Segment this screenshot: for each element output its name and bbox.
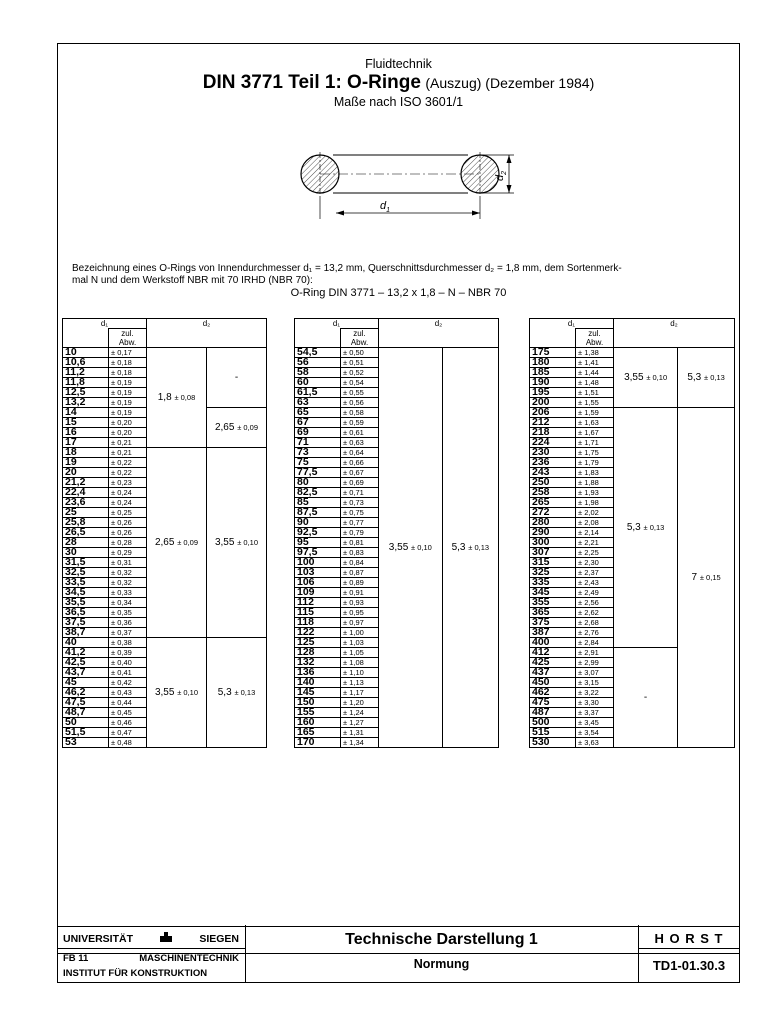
inner-diameter: 46,2: [63, 688, 109, 698]
inner-diameter: 20: [63, 468, 109, 478]
inner-diameter: 97,5: [295, 548, 341, 558]
inner-diameter: 250: [530, 478, 576, 488]
inner-diameter: 224: [530, 438, 576, 448]
inner-diameter: 462: [530, 688, 576, 698]
inner-diameter: 11,8: [63, 378, 109, 388]
inner-diameter-tolerance: ± 0,97: [341, 618, 379, 628]
inner-diameter: 23,6: [63, 498, 109, 508]
inner-diameter-tolerance: ± 1,98: [576, 498, 614, 508]
inner-diameter-tolerance: ± 1,55: [576, 398, 614, 408]
inner-diameter: 515: [530, 728, 576, 738]
inner-diameter-tolerance: ± 1,63: [576, 418, 614, 428]
course-topic: Normung: [413, 957, 470, 971]
inner-diameter: 387: [530, 628, 576, 638]
inner-diameter-tolerance: ± 1,48: [576, 378, 614, 388]
inner-diameter: 335: [530, 578, 576, 588]
inner-diameter: 35,5: [63, 598, 109, 608]
inner-diameter-tolerance: ± 2,76: [576, 628, 614, 638]
ring-table-2: [294, 318, 499, 748]
inner-diameter-tolerance: ± 1,75: [576, 448, 614, 458]
inner-diameter: 140: [295, 678, 341, 688]
inner-diameter-tolerance: ± 1,08: [341, 658, 379, 668]
description-line-2: mal N und dem Werkstoff NBR mit 70 IRHD (NBR 70):: [72, 275, 313, 286]
inner-diameter-tolerance: ± 1,20: [341, 698, 379, 708]
inner-diameter-tolerance: ± 0,26: [109, 518, 147, 528]
inner-diameter: 22,4: [63, 488, 109, 498]
university-logo-icon: [158, 930, 174, 949]
header-tolerance: zul. Abw.: [341, 329, 379, 348]
inner-diameter-tolerance: ± 0,42: [109, 678, 147, 688]
inner-diameter-tolerance: ± 0,37: [109, 628, 147, 638]
inner-diameter-tolerance: ± 2,49: [576, 588, 614, 598]
inner-diameter-tolerance: ± 0,19: [109, 398, 147, 408]
inner-diameter-tolerance: ± 1,67: [576, 428, 614, 438]
inner-diameter-tolerance: ± 0,47: [109, 728, 147, 738]
inner-diameter-tolerance: ± 0,69: [341, 478, 379, 488]
inner-diameter-tolerance: ± 3,45: [576, 718, 614, 728]
inner-diameter-tolerance: ± 0,66: [341, 458, 379, 468]
inner-diameter-tolerance: ± 1,17: [341, 688, 379, 698]
d1-dimension-label: $d_1$: [380, 200, 391, 214]
inner-diameter-tolerance: ± 2,37: [576, 568, 614, 578]
title-main: DIN 3771 Teil 1: O-Ringe: [202, 72, 421, 93]
inner-diameter-tolerance: ± 3,37: [576, 708, 614, 718]
inner-diameter: 530: [530, 738, 576, 748]
inner-diameter-tolerance: ± 1,31: [341, 728, 379, 738]
inner-diameter-tolerance: ± 2,99: [576, 658, 614, 668]
inner-diameter-tolerance: ± 0,64: [341, 448, 379, 458]
inner-diameter: 54,5: [295, 348, 341, 358]
inner-diameter-tolerance: ± 1,24: [341, 708, 379, 718]
inner-diameter: 118: [295, 618, 341, 628]
inner-diameter-tolerance: ± 0,36: [109, 618, 147, 628]
inner-diameter: 28: [63, 538, 109, 548]
table-row: [295, 348, 499, 358]
inner-diameter: 16: [63, 428, 109, 438]
inner-diameter-tolerance: ± 0,56: [341, 398, 379, 408]
inner-diameter: 375: [530, 618, 576, 628]
inner-diameter: 80: [295, 478, 341, 488]
cross-section-diameter: 5,3 ± 0,13: [614, 408, 678, 648]
title-extra: (Auszug) (Dezember 1984): [425, 75, 595, 91]
inner-diameter-tolerance: ± 0,32: [109, 568, 147, 578]
department-label: MASCHINENTECHNIK: [139, 953, 239, 964]
inner-diameter-tolerance: ± 0,20: [109, 418, 147, 428]
inner-diameter-tolerance: ± 0,35: [109, 608, 147, 618]
inner-diameter: 195: [530, 388, 576, 398]
inner-diameter: 236: [530, 458, 576, 468]
inner-diameter-tolerance: ± 2,08: [576, 518, 614, 528]
inner-diameter: 185: [530, 368, 576, 378]
inner-diameter: 272: [530, 508, 576, 518]
inner-diameter: 56: [295, 358, 341, 368]
inner-diameter: 41,2: [63, 648, 109, 658]
university-label: UNIVERSITÄT: [63, 933, 134, 945]
inner-diameter: 258: [530, 488, 576, 498]
inner-diameter: 132: [295, 658, 341, 668]
inner-diameter-tolerance: ± 0,22: [109, 458, 147, 468]
inner-diameter: 58: [295, 368, 341, 378]
header-d1: d₁: [63, 319, 147, 329]
course-title: Technische Darstellung 1: [345, 931, 538, 948]
inner-diameter: 122: [295, 628, 341, 638]
inner-diameter: 33,5: [63, 578, 109, 588]
inner-diameter-tolerance: ± 0,73: [341, 498, 379, 508]
inner-diameter-tolerance: ± 1,71: [576, 438, 614, 448]
inner-diameter: 12,5: [63, 388, 109, 398]
cross-section-diameter: 5,3 ± 0,13: [207, 638, 267, 748]
inner-diameter-tolerance: ± 1,41: [576, 358, 614, 368]
inner-diameter-tolerance: ± 0,43: [109, 688, 147, 698]
header-tolerance: zul. Abw.: [576, 329, 614, 348]
inner-diameter-tolerance: ± 0,24: [109, 488, 147, 498]
inner-diameter: 180: [530, 358, 576, 368]
inner-diameter-tolerance: ± 0,58: [341, 408, 379, 418]
footer-title-box: [245, 925, 638, 983]
inner-diameter-tolerance: ± 0,31: [109, 558, 147, 568]
inner-diameter-tolerance: ± 2,25: [576, 548, 614, 558]
inner-diameter-tolerance: ± 2,21: [576, 538, 614, 548]
header-d2: d₂: [147, 319, 267, 348]
inner-diameter: 32,5: [63, 568, 109, 578]
inner-diameter-tolerance: ± 3,30: [576, 698, 614, 708]
inner-diameter: 10,6: [63, 358, 109, 368]
inner-diameter: 67: [295, 418, 341, 428]
inner-diameter: 48,7: [63, 708, 109, 718]
inner-diameter: 125: [295, 638, 341, 648]
inner-diameter: 21,2: [63, 478, 109, 488]
inner-diameter: 165: [295, 728, 341, 738]
inner-diameter: 92,5: [295, 528, 341, 538]
inner-diameter-tolerance: ± 2,91: [576, 648, 614, 658]
inner-diameter: 17: [63, 438, 109, 448]
inner-diameter: 265: [530, 498, 576, 508]
inner-diameter-tolerance: ± 0,93: [341, 598, 379, 608]
inner-diameter: 82,5: [295, 488, 341, 498]
footer-id-box: [638, 925, 740, 983]
inner-diameter: 25,8: [63, 518, 109, 528]
o-ring-drawing: [58, 44, 741, 244]
inner-diameter-tolerance: ± 3,07: [576, 668, 614, 678]
inner-diameter: 87,5: [295, 508, 341, 518]
d2-dimension-label: $d_2$: [494, 170, 508, 181]
inner-diameter: 450: [530, 678, 576, 688]
inner-diameter-tolerance: ± 0,19: [109, 408, 147, 418]
inner-diameter-tolerance: ± 2,14: [576, 528, 614, 538]
inner-diameter: 400: [530, 638, 576, 648]
inner-diameter-tolerance: ± 1,13: [341, 678, 379, 688]
inner-diameter-tolerance: ± 0,52: [341, 368, 379, 378]
inner-diameter-tolerance: ± 1,93: [576, 488, 614, 498]
inner-diameter: 155: [295, 708, 341, 718]
table-row: [63, 638, 267, 648]
inner-diameter: 365: [530, 608, 576, 618]
inner-diameter: 37,5: [63, 618, 109, 628]
ring-table-1: [62, 318, 267, 748]
inner-diameter: 290: [530, 528, 576, 538]
inner-diameter-tolerance: ± 1,34: [341, 738, 379, 748]
table-row: [63, 348, 267, 358]
inner-diameter: 109: [295, 588, 341, 598]
inner-diameter-tolerance: ± 0,23: [109, 478, 147, 488]
inner-diameter: 18: [63, 448, 109, 458]
inner-diameter: 307: [530, 548, 576, 558]
inner-diameter-tolerance: ± 0,21: [109, 438, 147, 448]
inner-diameter-tolerance: ± 0,95: [341, 608, 379, 618]
inner-diameter: 60: [295, 378, 341, 388]
inner-diameter: 145: [295, 688, 341, 698]
table-row: [530, 348, 735, 358]
inner-diameter: 40: [63, 638, 109, 648]
inner-diameter-tolerance: ± 2,68: [576, 618, 614, 628]
inner-diameter-tolerance: ± 0,18: [109, 358, 147, 368]
inner-diameter-tolerance: ± 1,00: [341, 628, 379, 638]
author-label: H O R S T: [654, 931, 724, 946]
cross-section-diameter: -: [614, 648, 678, 748]
inner-diameter-tolerance: ± 3,22: [576, 688, 614, 698]
inner-diameter-tolerance: ± 0,44: [109, 698, 147, 708]
inner-diameter-tolerance: ± 2,56: [576, 598, 614, 608]
inner-diameter: 26,5: [63, 528, 109, 538]
cross-section-diameter: 3,55 ± 0,10: [379, 348, 443, 748]
inner-diameter-tolerance: ± 0,29: [109, 548, 147, 558]
cross-section-diameter: 2,65 ± 0,09: [147, 448, 207, 638]
inner-diameter: 300: [530, 538, 576, 548]
inner-diameter: 25: [63, 508, 109, 518]
inner-diameter-tolerance: ± 0,40: [109, 658, 147, 668]
inner-diameter: 190: [530, 378, 576, 388]
inner-diameter: 19: [63, 458, 109, 468]
inner-diameter: 500: [530, 718, 576, 728]
header-d1: d₁: [295, 319, 379, 329]
inner-diameter: 61,5: [295, 388, 341, 398]
inner-diameter: 13,2: [63, 398, 109, 408]
header-d2: d₂: [379, 319, 499, 348]
inner-diameter: 150: [295, 698, 341, 708]
inner-diameter-tolerance: ± 1,83: [576, 468, 614, 478]
inner-diameter-tolerance: ± 0,20: [109, 428, 147, 438]
cross-section-diameter: 1,8 ± 0,08: [147, 348, 207, 448]
inner-diameter: 325: [530, 568, 576, 578]
inner-diameter: 15: [63, 418, 109, 428]
inner-diameter-tolerance: ± 1,44: [576, 368, 614, 378]
inner-diameter-tolerance: ± 0,91: [341, 588, 379, 598]
document-id: TD1-01.30.3: [652, 958, 726, 973]
cross-section-diameter: 3,55 ± 0,10: [207, 448, 267, 638]
inner-diameter: 11,2: [63, 368, 109, 378]
inner-diameter: 34,5: [63, 588, 109, 598]
inner-diameter-tolerance: ± 0,83: [341, 548, 379, 558]
inner-diameter-tolerance: ± 0,79: [341, 528, 379, 538]
inner-diameter-tolerance: ± 0,87: [341, 568, 379, 578]
footer-institution-box: [57, 925, 246, 983]
ring-table-3: [529, 318, 735, 748]
table-row: [63, 448, 267, 458]
inner-diameter: 95: [295, 538, 341, 548]
inner-diameter-tolerance: ± 0,67: [341, 468, 379, 478]
inner-diameter-tolerance: ± 0,22: [109, 468, 147, 478]
inner-diameter-tolerance: ± 0,21: [109, 448, 147, 458]
inner-diameter: 112: [295, 598, 341, 608]
inner-diameter: 100: [295, 558, 341, 568]
cross-section-diameter: 2,65 ± 0,09: [207, 408, 267, 448]
designation-example: O-Ring DIN 3771 – 13,2 x 1,8 – N – NBR 70: [290, 287, 507, 299]
inner-diameter-tolerance: ± 0,33: [109, 588, 147, 598]
university-city: SIEGEN: [199, 933, 239, 945]
inner-diameter: 65: [295, 408, 341, 418]
cross-section-diameter: 3,55 ± 0,10: [147, 638, 207, 748]
inner-diameter-tolerance: ± 2,84: [576, 638, 614, 648]
inner-diameter: 280: [530, 518, 576, 528]
inner-diameter: 51,5: [63, 728, 109, 738]
inner-diameter-tolerance: ± 0,28: [109, 538, 147, 548]
inner-diameter-tolerance: ± 1,05: [341, 648, 379, 658]
inner-diameter-tolerance: ± 0,19: [109, 388, 147, 398]
inner-diameter: 77,5: [295, 468, 341, 478]
inner-diameter: 47,5: [63, 698, 109, 708]
inner-diameter: 218: [530, 428, 576, 438]
inner-diameter-tolerance: ± 1,59: [576, 408, 614, 418]
inner-diameter-tolerance: ± 1,10: [341, 668, 379, 678]
inner-diameter-tolerance: ± 0,61: [341, 428, 379, 438]
inner-diameter-tolerance: ± 0,89: [341, 578, 379, 588]
inner-diameter: 128: [295, 648, 341, 658]
inner-diameter-tolerance: ± 0,39: [109, 648, 147, 658]
inner-diameter: 43,7: [63, 668, 109, 678]
inner-diameter: 115: [295, 608, 341, 618]
inner-diameter: 103: [295, 568, 341, 578]
inner-diameter-tolerance: ± 0,38: [109, 638, 147, 648]
inner-diameter: 475: [530, 698, 576, 708]
inner-diameter: 106: [295, 578, 341, 588]
inner-diameter-tolerance: ± 0,75: [341, 508, 379, 518]
inner-diameter-tolerance: ± 0,26: [109, 528, 147, 538]
inner-diameter: 53: [63, 738, 109, 748]
inner-diameter: 136: [295, 668, 341, 678]
inner-diameter-tolerance: ± 0,19: [109, 378, 147, 388]
inner-diameter-tolerance: ± 0,17: [109, 348, 147, 358]
inner-diameter-tolerance: ± 1,03: [341, 638, 379, 648]
inner-diameter: 45: [63, 678, 109, 688]
cross-section-diameter: 3,55 ± 0,10: [614, 348, 678, 408]
inner-diameter-tolerance: ± 0,25: [109, 508, 147, 518]
inner-diameter: 69: [295, 428, 341, 438]
inner-diameter-tolerance: ± 0,77: [341, 518, 379, 528]
inner-diameter-tolerance: ± 3,15: [576, 678, 614, 688]
inner-diameter-tolerance: ± 1,38: [576, 348, 614, 358]
cross-section-diameter: 7 ± 0,15: [678, 408, 735, 748]
inner-diameter-tolerance: ± 0,34: [109, 598, 147, 608]
inner-diameter: 355: [530, 598, 576, 608]
inner-diameter-tolerance: ± 1,88: [576, 478, 614, 488]
inner-diameter-tolerance: ± 0,32: [109, 578, 147, 588]
header-d2: d₂: [614, 319, 735, 348]
inner-diameter: 206: [530, 408, 576, 418]
inner-diameter: 63: [295, 398, 341, 408]
subtitle: Maße nach ISO 3601/1: [333, 95, 464, 109]
inner-diameter: 425: [530, 658, 576, 668]
inner-diameter-tolerance: ± 0,54: [341, 378, 379, 388]
inner-diameter: 315: [530, 558, 576, 568]
inner-diameter: 90: [295, 518, 341, 528]
inner-diameter-tolerance: ± 0,48: [109, 738, 147, 748]
inner-diameter: 487: [530, 708, 576, 718]
inner-diameter-tolerance: ± 2,62: [576, 608, 614, 618]
inner-diameter-tolerance: ± 1,79: [576, 458, 614, 468]
inner-diameter-tolerance: ± 3,54: [576, 728, 614, 738]
inner-diameter: 30: [63, 548, 109, 558]
inner-diameter-tolerance: ± 0,55: [341, 388, 379, 398]
faculty-label: FB 11: [63, 953, 89, 964]
inner-diameter: 10: [63, 348, 109, 358]
inner-diameter: 36,5: [63, 608, 109, 618]
document-sheet: [57, 43, 740, 983]
inner-diameter-tolerance: ± 0,81: [341, 538, 379, 548]
inner-diameter-tolerance: ± 0,84: [341, 558, 379, 568]
description-line-1: Bezeichnung eines O-Rings von Innendurchmesser d₁ = 13,2 mm, Querschnittsdurchmesser d₂ = 1,8 mm, dem Sortenmerk-: [72, 263, 622, 274]
topic-line: Fluidtechnik: [365, 57, 432, 71]
inner-diameter-tolerance: ± 1,51: [576, 388, 614, 398]
inner-diameter: 71: [295, 438, 341, 448]
inner-diameter-tolerance: ± 0,18: [109, 368, 147, 378]
inner-diameter: 14: [63, 408, 109, 418]
inner-diameter-tolerance: ± 0,51: [341, 358, 379, 368]
inner-diameter: 73: [295, 448, 341, 458]
inner-diameter-tolerance: ± 0,45: [109, 708, 147, 718]
inner-diameter: 212: [530, 418, 576, 428]
inner-diameter-tolerance: ± 2,30: [576, 558, 614, 568]
inner-diameter-tolerance: ± 0,59: [341, 418, 379, 428]
inner-diameter-tolerance: ± 0,46: [109, 718, 147, 728]
cross-section-diameter: 5,3 ± 0,13: [442, 348, 498, 748]
header-tolerance: zul. Abw.: [109, 329, 147, 348]
header-d1: d₁: [530, 319, 614, 329]
inner-diameter: 437: [530, 668, 576, 678]
inner-diameter: 38,7: [63, 628, 109, 638]
inner-diameter: 175: [530, 348, 576, 358]
inner-diameter: 160: [295, 718, 341, 728]
inner-diameter: 412: [530, 648, 576, 658]
inner-diameter: 345: [530, 588, 576, 598]
inner-diameter-tolerance: ± 0,50: [341, 348, 379, 358]
inner-diameter-tolerance: ± 0,24: [109, 498, 147, 508]
institute-label: INSTITUT FÜR KONSTRUKTION: [63, 968, 208, 979]
table-row: [530, 408, 735, 418]
inner-diameter: 31,5: [63, 558, 109, 568]
inner-diameter-tolerance: ± 2,43: [576, 578, 614, 588]
inner-diameter-tolerance: ± 2,02: [576, 508, 614, 518]
inner-diameter-tolerance: ± 3,63: [576, 738, 614, 748]
inner-diameter: 85: [295, 498, 341, 508]
inner-diameter: 42,5: [63, 658, 109, 668]
inner-diameter: 230: [530, 448, 576, 458]
inner-diameter-tolerance: ± 0,41: [109, 668, 147, 678]
cross-section-diameter: 5,3 ± 0,13: [678, 348, 735, 408]
cross-section-diameter: -: [207, 348, 267, 408]
inner-diameter-tolerance: ± 0,71: [341, 488, 379, 498]
inner-diameter: 200: [530, 398, 576, 408]
inner-diameter: 75: [295, 458, 341, 468]
inner-diameter: 243: [530, 468, 576, 478]
inner-diameter: 50: [63, 718, 109, 728]
inner-diameter-tolerance: ± 1,27: [341, 718, 379, 728]
inner-diameter-tolerance: ± 0,63: [341, 438, 379, 448]
inner-diameter: 170: [295, 738, 341, 748]
